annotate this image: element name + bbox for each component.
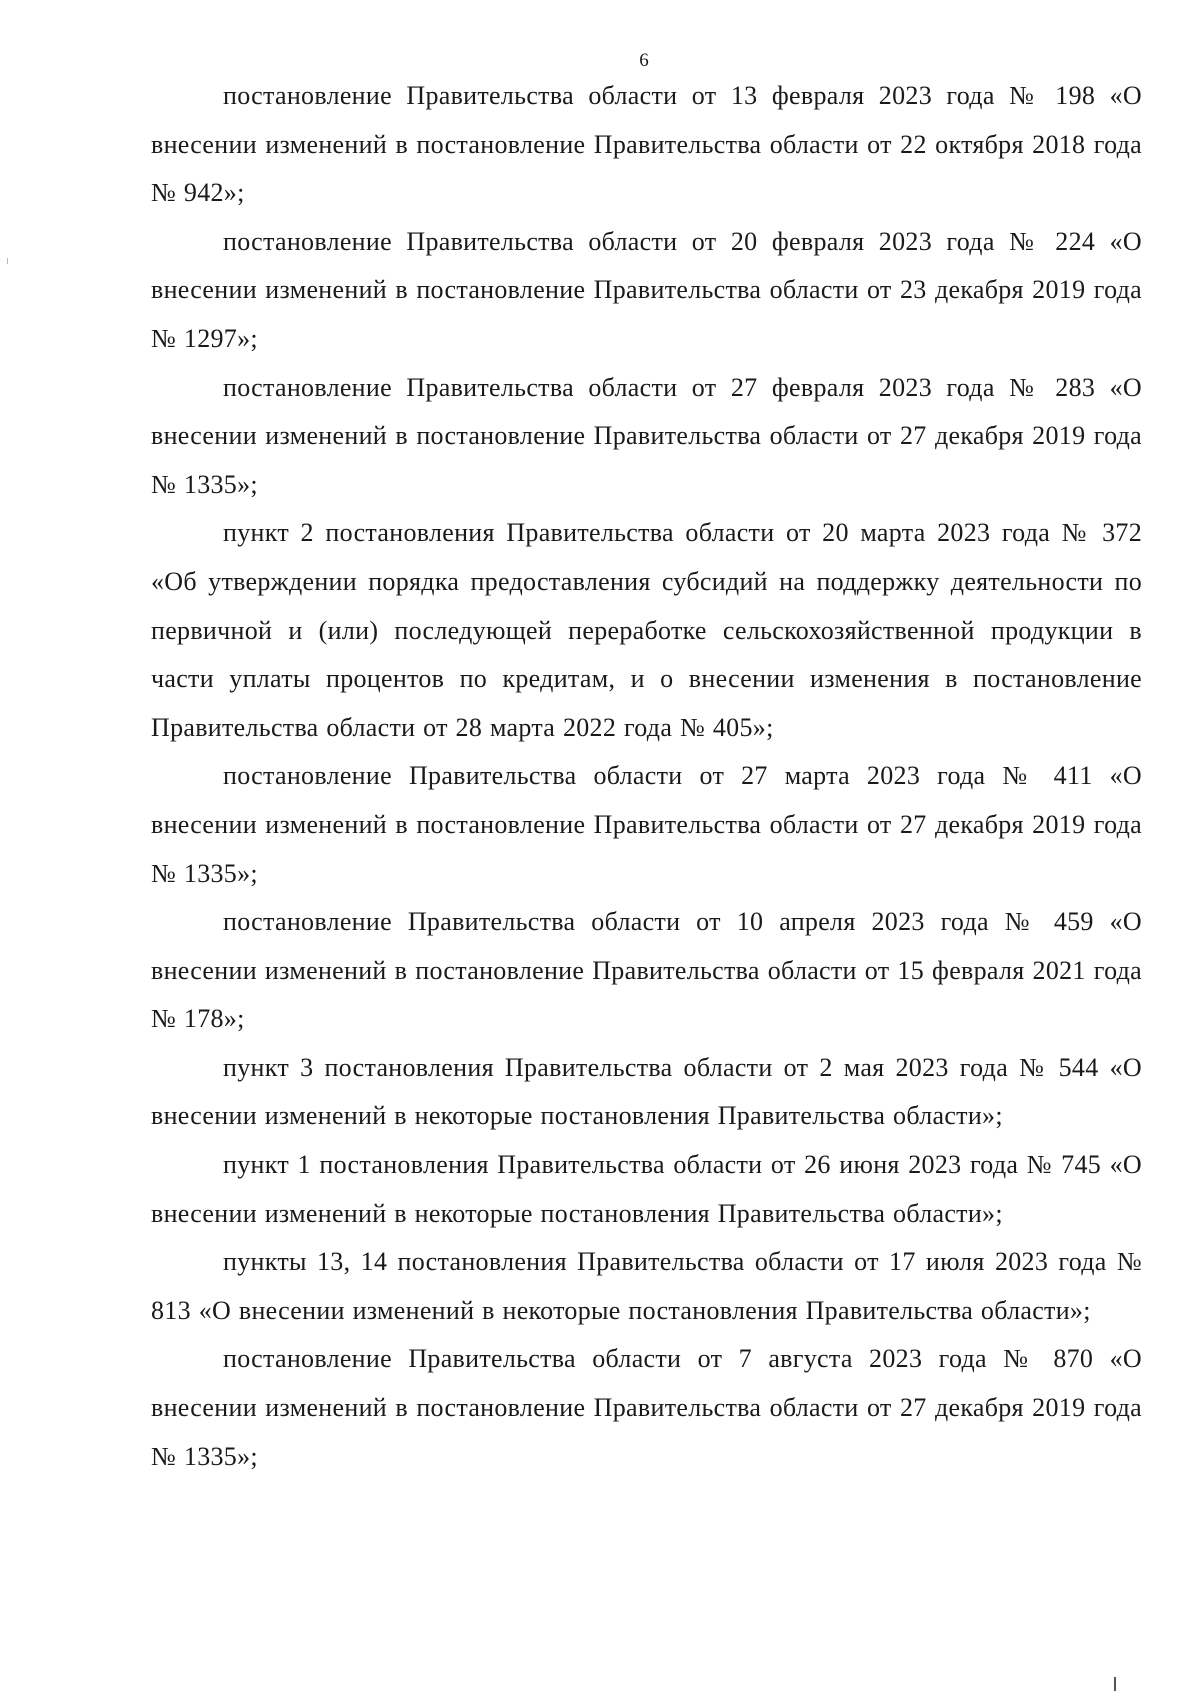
paragraph-4: пункт 2 постановления Правительства области от 20 марта 2023 года № 372 «Об утверждении порядка предоставления субсидий на поддержку деятельности по первичной и (или) последующей переработке сельскохозяйственной продукции в части уплаты процентов по кредитам, и о внесении изменения в постановление Правительства области от 28 марта 2022 года № 405»;: [151, 518, 1142, 742]
paragraph-6: постановление Правительства области от 10 апреля 2023 года № 459 «О внесении изменений в постановление Правительства области от 15 февраля 2021 года № 178»;: [151, 907, 1142, 1034]
paragraph-3: постановление Правительства области от 27 февраля 2023 года № 283 «О внесении изменений в постановление Правительства области от 27 декабря 2019 года № 1335»;: [151, 372, 1142, 499]
paragraph-1: постановление Правительства области от 13 февраля 2023 года № 198 «О внесении изменений в постановление Правительства области от 22 октября 2018 года № 942»;: [151, 81, 1142, 208]
page-number: 6: [639, 50, 649, 71]
paragraph-7: пункт 3 постановления Правительства области от 2 мая 2023 года № 544 «О внесении изменений в некоторые постановления Правительства области»;: [151, 1052, 1142, 1131]
paragraph-9: пункты 13, 14 постановления Правительства области от 17 июля 2023 года № 813 «О внесении изменений в некоторые постановления Правительства области»;: [151, 1247, 1142, 1325]
scan-edge-mark: [7, 258, 8, 264]
paragraph-2: постановление Правительства области от 20 февраля 2023 года № 224 «О внесении изменений в постановление Правительства области от 23 декабря 2019 года № 1297»;: [151, 226, 1142, 353]
paragraph-8: пункт 1 постановления Правительства области от 26 июня 2023 года № 745 «О внесении изменений в некоторые постановления Правительства области»;: [151, 1150, 1142, 1228]
paragraph-10: постановление Правительства области от 7 августа 2023 года № 870 «О внесении изменений в постановление Правительства области от 27 декабря 2019 года № 1335»;: [151, 1344, 1142, 1471]
document-body: [151, 72, 1142, 1481]
paragraph-5: постановление Правительства области от 27 марта 2023 года № 411 «О внесении изменений в постановление Правительства области от 27 декабря 2019 года № 1335»;: [151, 761, 1142, 888]
scan-bottom-mark: [1114, 1677, 1116, 1691]
